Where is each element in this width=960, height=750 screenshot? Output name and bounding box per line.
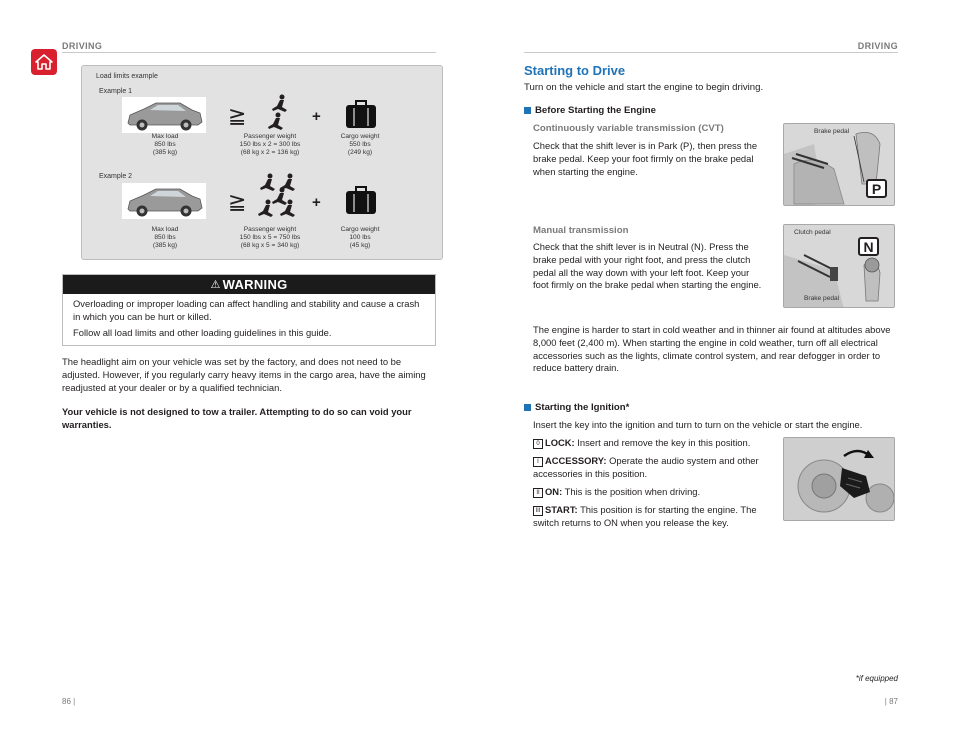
ignition-key-illustration <box>783 437 895 521</box>
running-header-left: DRIVING <box>62 41 103 51</box>
ignition-position-start: III START: This position is for starting the engine. The switch returns to ON when you release the key. <box>533 504 757 528</box>
warning-text: Follow all load limits and other loading guidelines in this guide. <box>73 326 332 338</box>
warning-header <box>63 275 435 294</box>
ignition-heading: Starting the Ignition* <box>524 402 629 413</box>
example-2-label: Example 2 <box>99 173 133 180</box>
headlight-paragraph: The headlight aim on your vehicle was set by the factory, and does not need to be adjusted. However, if you regularly carry heavy items in the cargo area, have the aiming readjusted at your dealer or by a qualified technician. <box>62 356 426 393</box>
brake-pedal-illustration <box>783 123 895 206</box>
page-number-right: | 87 <box>884 697 898 706</box>
greater-equal-symbol: ≧ <box>228 190 247 215</box>
load-limits-title: Load limits example <box>96 73 158 80</box>
header-rule-left <box>62 52 436 53</box>
plus-symbol: + <box>312 108 321 125</box>
warning-triangle-icon: ⚠ <box>210 278 221 291</box>
bullet-square-icon <box>524 404 531 411</box>
home-icon <box>35 54 53 70</box>
warning-text: Overloading or improper loading can affect handling and stability and cause a crash in which you can be hurt or killed. <box>73 298 420 322</box>
example-2-passenger-weight: Passenger weight 150 lbs x 5 = 750 lbs (68 kg x 5 = 340 kg) <box>239 226 301 249</box>
header-rule-right <box>524 52 898 53</box>
manual-text: Check that the shift lever is in Neutral (N). Press the brake pedal with your right foot, and press the clutch pedal all the way down with your left foot. Keep your foot firmly on the brake pedal when starting the engine. <box>533 241 762 291</box>
home-button[interactable] <box>31 49 57 75</box>
plus-symbol: + <box>312 194 321 211</box>
park-gear-indicator: P <box>866 179 887 198</box>
running-header-right: DRIVING <box>857 41 898 51</box>
passengers-icon <box>258 173 300 219</box>
warning-title: WARNING <box>222 277 288 292</box>
section-title: Starting to Drive <box>524 63 626 78</box>
footnote-if-equipped: *if equipped <box>855 674 898 683</box>
ignition-position-on: II ON: This is the position when driving. <box>533 486 773 499</box>
clutch-brake-illustration <box>783 224 895 308</box>
car-icon <box>122 183 206 219</box>
manual-heading: Manual transmission <box>533 225 629 236</box>
example-2-cargo-weight: Cargo weight 100 lbs (45 kg) <box>340 226 380 249</box>
brake-pedal-label: Brake pedal <box>804 295 840 302</box>
example-1-passenger-weight: Passenger weight 150 lbs x 2 = 300 lbs (68 kg x 2 = 136 kg) <box>239 133 301 156</box>
warning-box <box>62 274 436 346</box>
load-limits-example <box>81 65 443 260</box>
ignition-intro: Insert the key into the ignition and turn to turn on the vehicle or start the engine. <box>533 419 863 430</box>
example-2-max-load: Max load 850 lbs (385 kg) <box>151 226 179 249</box>
example-1-cargo-weight: Cargo weight 550 lbs (249 kg) <box>340 133 380 156</box>
neutral-gear-indicator: N <box>858 237 879 256</box>
example-1-max-load: Max load 850 lbs (385 kg) <box>151 133 179 156</box>
clutch-pedal-label: Clutch pedal <box>794 229 831 236</box>
cvt-heading: Continuously variable transmission (CVT) <box>533 123 724 134</box>
ignition-position-accessory: I ACCESSORY: Operate the audio system and other accessories in this position. <box>533 455 759 479</box>
ignition-position-lock: 0 LOCK: Insert and remove the key in this position. <box>533 437 773 450</box>
cold-weather-paragraph: The engine is harder to start in cold weather and in thinner air found at altitudes above 8,000 feet (2,400 m). When starting the engine in cold weather, turn off all electrical accessories such as the lights, climate control system, and rear defogger in order to reduce battery drain. <box>533 324 891 374</box>
luggage-icon <box>344 99 378 129</box>
section-intro: Turn on the vehicle and start the engine to begin driving. <box>524 82 764 93</box>
passenger-icon <box>264 94 290 130</box>
greater-equal-symbol: ≧ <box>228 104 247 129</box>
bullet-square-icon <box>524 107 531 114</box>
luggage-icon <box>344 185 378 215</box>
car-icon <box>122 97 206 133</box>
page-number-left: 86 | <box>62 697 76 706</box>
before-starting-heading: Before Starting the Engine <box>524 105 656 116</box>
trailer-warning-paragraph: Your vehicle is not designed to tow a trailer. Attempting to do so can void your warranties. <box>62 406 412 430</box>
cvt-text: Check that the shift lever is in Park (P), then press the brake pedal. Keep your foot firmly on the brake pedal when starting the engine. <box>533 140 758 177</box>
brake-pedal-label: Brake pedal <box>814 128 850 135</box>
example-1-label: Example 1 <box>99 88 133 95</box>
